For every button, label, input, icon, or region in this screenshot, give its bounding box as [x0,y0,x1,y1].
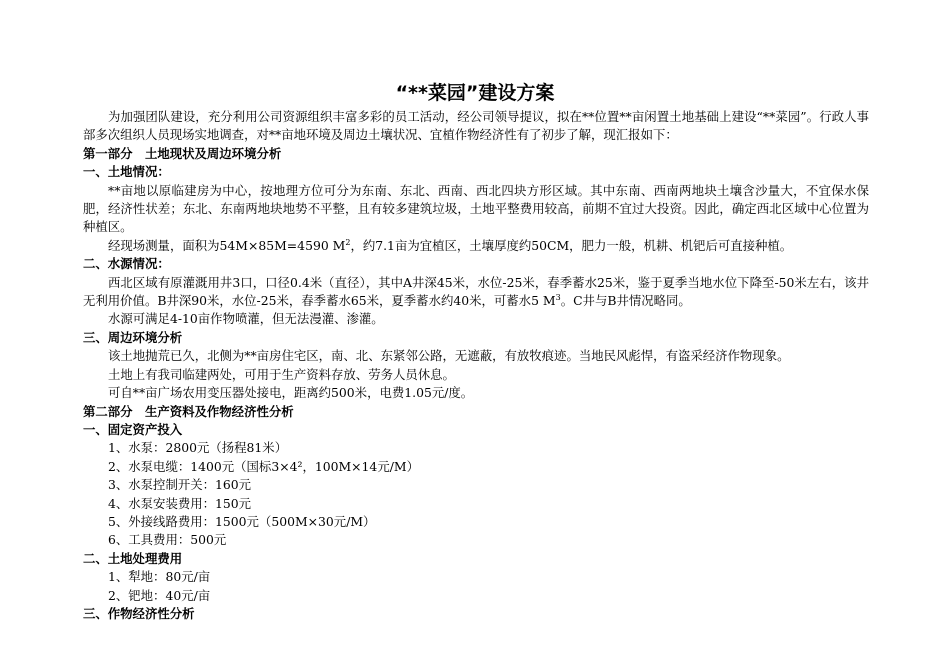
land-p2-text: 经现场测量，面积为54M×85M=4590 M [108,237,346,253]
section-assets-heading: 一、固定资产投入 [83,421,183,437]
section-water-heading: 二、水源情况： [83,256,170,272]
asset-item: 6、工具费用：500元 [108,532,227,548]
water-p1-text-end: 。C井与B井情况略同。 [560,293,691,309]
water-p1-text: 西北区域有原灌溉用井3口，口径0.4米（直径），其中A井深45米，水位-25米，春季蓄水25米，鉴于夏季当地水位下降至-50米左右，该井无利用价值。B井深90米，水位-25米，春季蓄水65米，夏季蓄水约40米，可蓄水5 M [83,274,869,309]
land-paragraph-1: **亩地以原临建房为中心，按地理方位可分为东南、东北、西南、西北四块方形区域。其中东南、西南两地块土壤含沙量大，不宜保水保肥，经济性状差；东北、东南两地块地势不平整，且有较多建筑垃圾，土地平整费用较高，前期不宜过大投资。因此，确定西北区域中心位置为种植区。 [83,182,869,235]
water-p1-sup: 3 [555,292,561,302]
water-paragraph-2: 水源可满足4-10亩作物喷灌，但无法漫灌、渗灌。 [108,311,384,327]
section-land-heading: 一、土地情况： [83,164,170,180]
asset-item: 2、水泵电缆：1400元（国标3×4²，100M×14元/M） [108,458,419,474]
land-p2-sup: 2 [345,237,351,247]
part1-heading: 第一部分 土地现状及周边环境分析 [83,145,282,161]
land-p2-text-end: ，约7.1亩为宜植区，土壤厚度约50CM，肥力一般，机耕、机钯后可直接种植。 [350,237,793,253]
document-title: “**菜园”建设方案 [395,82,555,104]
intro-paragraph: 为加强团队建设，充分利用公司资源组织丰富多彩的员工活动，经公司领导提议，拟在**位置**亩闲置土地基础上建设“**菜园”。行政人事部多次组织人员现场实地调查，对**亩地环境及周边土壤状况、宜植作物经济性有了初步了解，现汇报如下： [83,109,869,143]
asset-item: 3、水泵控制开关：160元 [108,477,252,493]
asset-item: 1、水泵：2800元（扬程81米） [108,440,288,456]
env-paragraph-3: 可自**亩广场农用变压器处接电，距离约500米，电费1.05元/度。 [108,385,474,401]
part2-heading: 第二部分 生产资料及作物经济性分析 [83,403,294,419]
section-land-cost-heading: 二、土地处理费用 [83,550,183,566]
section-crop-heading: 三、作物经济性分析 [83,605,195,621]
asset-item: 4、水泵安装费用：150元 [108,495,252,511]
land-paragraph-2 [83,237,869,255]
section-env-heading: 三、周边环境分析 [83,329,183,345]
land-cost-item: 1、犁地：80元/亩 [108,569,211,585]
env-paragraph-2: 土地上有我司临建两处，可用于生产资料存放、劳务人员休息。 [108,366,455,382]
asset-item: 5、外接线路费用：1500元（500M×30元/M） [108,513,376,529]
land-cost-item: 2、钯地：40元/亩 [108,587,211,603]
document-body [83,108,869,623]
env-paragraph-1: 该土地抛荒已久，北侧为**亩房住宅区，南、北、东紧邻公路，无遮蔽，有放牧痕迹。当地民风彪悍，有盗采经济作物现象。 [108,348,790,364]
water-paragraph-1 [83,274,869,311]
